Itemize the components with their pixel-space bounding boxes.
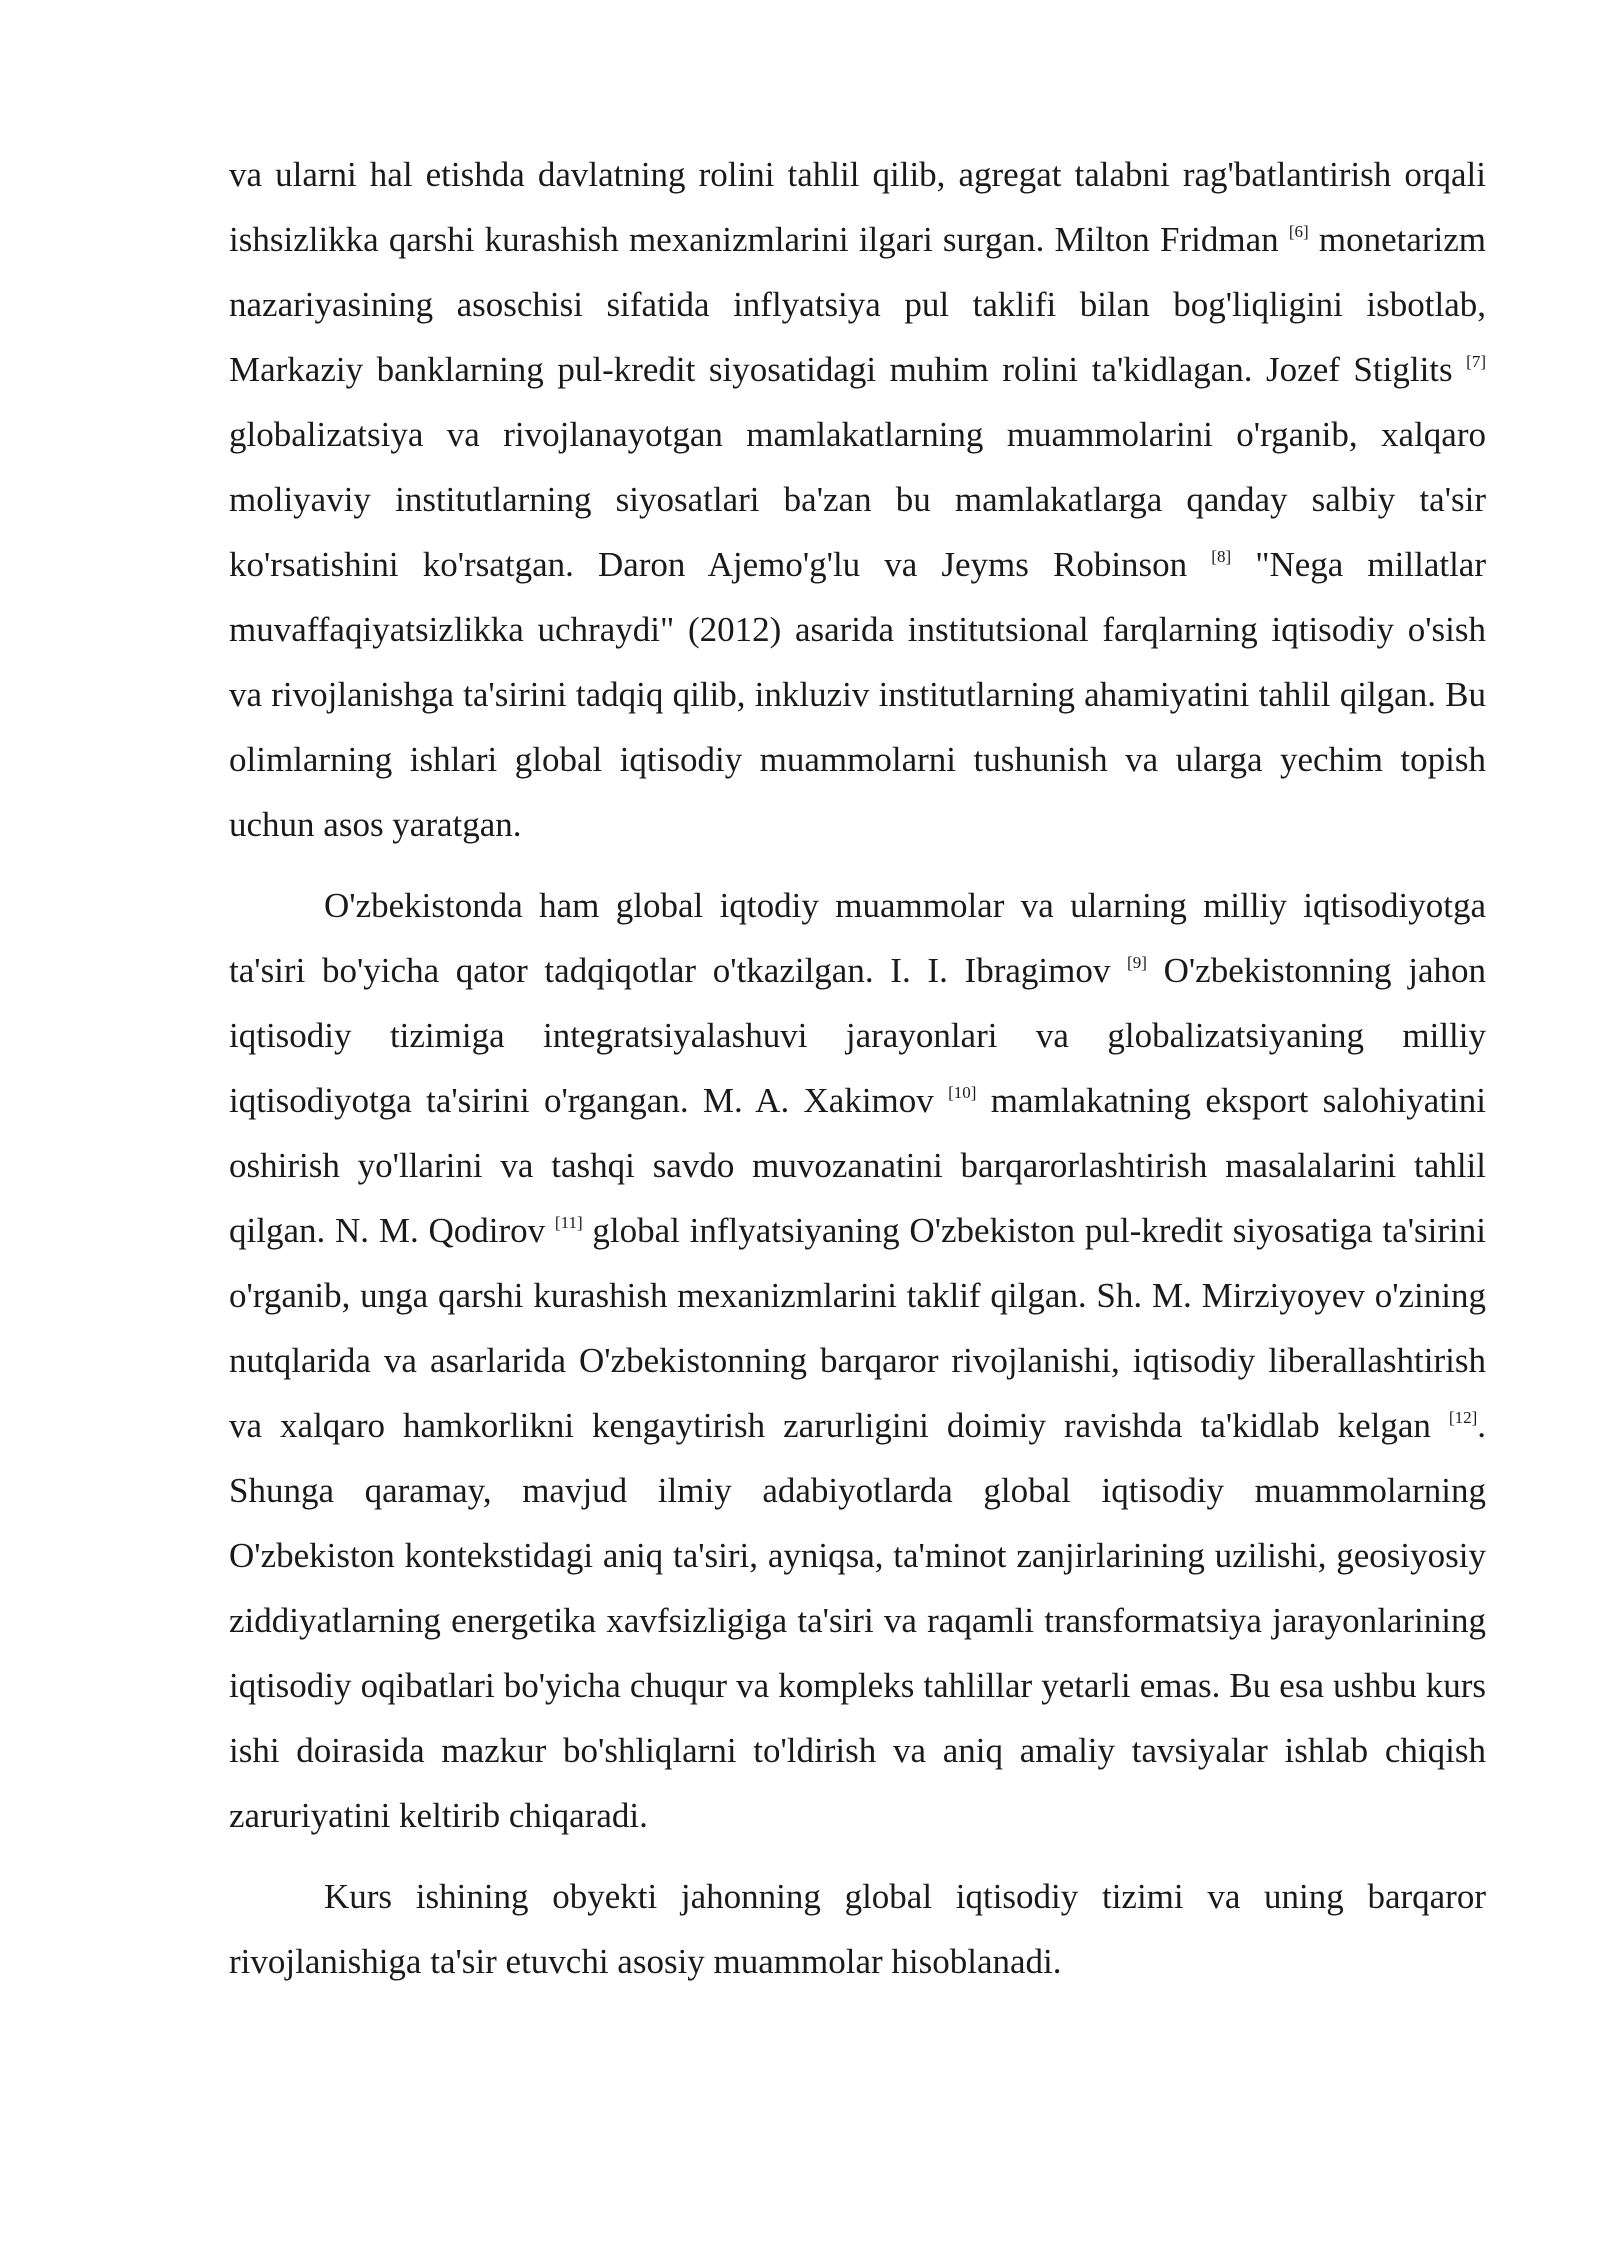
paragraph-text: O'zbekistonning jahon iqtisodiy tizimiga integratsiyalashuvi jarayonlari va globalizatsiyaning milliy iqtisodiyotga ta'sirini o'rgangan. M. A. Xakimov [229, 951, 1486, 1120]
citation-reference: [10] [948, 1083, 977, 1102]
paragraph-text: mamlakatning eksport salohiyatini oshirish yo'llarini va tashqi savdo muvozanatini barqarorlashtirish masalalarini tahlil qilgan. N. M. Qodirov [229, 1081, 1486, 1250]
paragraph-text: monetarizm nazariyasining asoschisi sifatida inflyatsiya pul taklifi bilan bog'liqligini isbotlab, Markaziy banklarning pul-kredit siyosatidagi muhim rolini ta'kidlagan. Jozef Stiglits [229, 220, 1486, 389]
paragraph-text: "Nega millatlar muvaffaqiyatsizlikka uchraydi" (2012) asarida institutsional farqlarning iqtisodiy o'sish va rivojlanishga ta'sirini tadqiq qilib, inkluziv institutlarning ahamiyatini tahlil qilgan. Bu olimlarning ishlari global iqtisodiy muammolarni tushunish va ularga yechim topish uchun asos yaratgan. [229, 545, 1486, 844]
body-paragraph [229, 142, 1486, 857]
paragraph-text: Kurs ishining obyekti jahonning global iqtisodiy tizimi va uning barqaror rivojlanishiga ta'sir etuvchi asosiy muammolar hisoblanadi. [229, 1877, 1486, 1981]
paragraph-text: globalizatsiya va rivojlanayotgan mamlakatlarning muammolarini o'rganib, xalqaro moliyaviy institutlarning siyosatlari ba'zan bu mamlakatlarga qanday salbiy ta'sir ko'rsatishini ko'rsatgan. Daron Ajemo'g'lu va Jeyms Robinson [229, 415, 1486, 584]
body-paragraph [229, 1864, 1486, 1994]
paragraph-text: global inflyatsiyaning O'zbekiston pul-kredit siyosatiga ta'sirini o'rganib, unga qarshi kurashish mexanizmlarini taklif qilgan. Sh. M. Mirziyoyev o'zining nutqlarida va asarlarida O'zbekistonning barqaror rivojlanishi, iqtisodiy liberallashtirish va xalqaro hamkorlikni kengaytirish zarurligini doimiy ravishda ta'kidlab kelgan [229, 1211, 1486, 1445]
citation-reference: [7] [1466, 352, 1486, 371]
citation-reference: [8] [1211, 547, 1232, 566]
paragraph-text: va ularni hal etishda davlatning rolini tahlil qilib, agregat talabni rag'batlantirish orqali ishsizlikka qarshi kurashish mexanizmlarini ilgari surgan. Milton Fridman [229, 155, 1486, 259]
citation-reference: [6] [1288, 222, 1309, 241]
citation-reference: [12] [1448, 1408, 1478, 1427]
citation-reference: [9] [1127, 953, 1147, 972]
document-page [229, 142, 1486, 2010]
citation-reference: [11] [554, 1213, 583, 1232]
body-paragraph [229, 873, 1486, 1848]
paragraph-text: O'zbekistonda ham global iqtodiy muammolar va ularning milliy iqtisodiyotga ta'siri bo'yicha qator tadqiqotlar o'tkazilgan. I. I. Ibragimov [229, 886, 1486, 990]
paragraph-text: . Shunga qaramay, mavjud ilmiy adabiyotlarda global iqtisodiy muammolarning O'zbekiston kontekstidagi aniq ta'siri, ayniqsa, ta'minot zanjirlarining uzilishi, geosiyosiy ziddiyatlarning energetika xavfsizligiga ta'siri va raqamli transformatsiya jarayonlarining iqtisodiy oqibatlari bo'yicha chuqur va kompleks tahlillar yetarli emas. Bu esa ushbu kurs ishi doirasida mazkur bo'shliqlarni to'ldirish va aniq amaliy tavsiyalar ishlab chiqish zaruriyatini keltirib chiqaradi. [229, 1406, 1486, 1835]
